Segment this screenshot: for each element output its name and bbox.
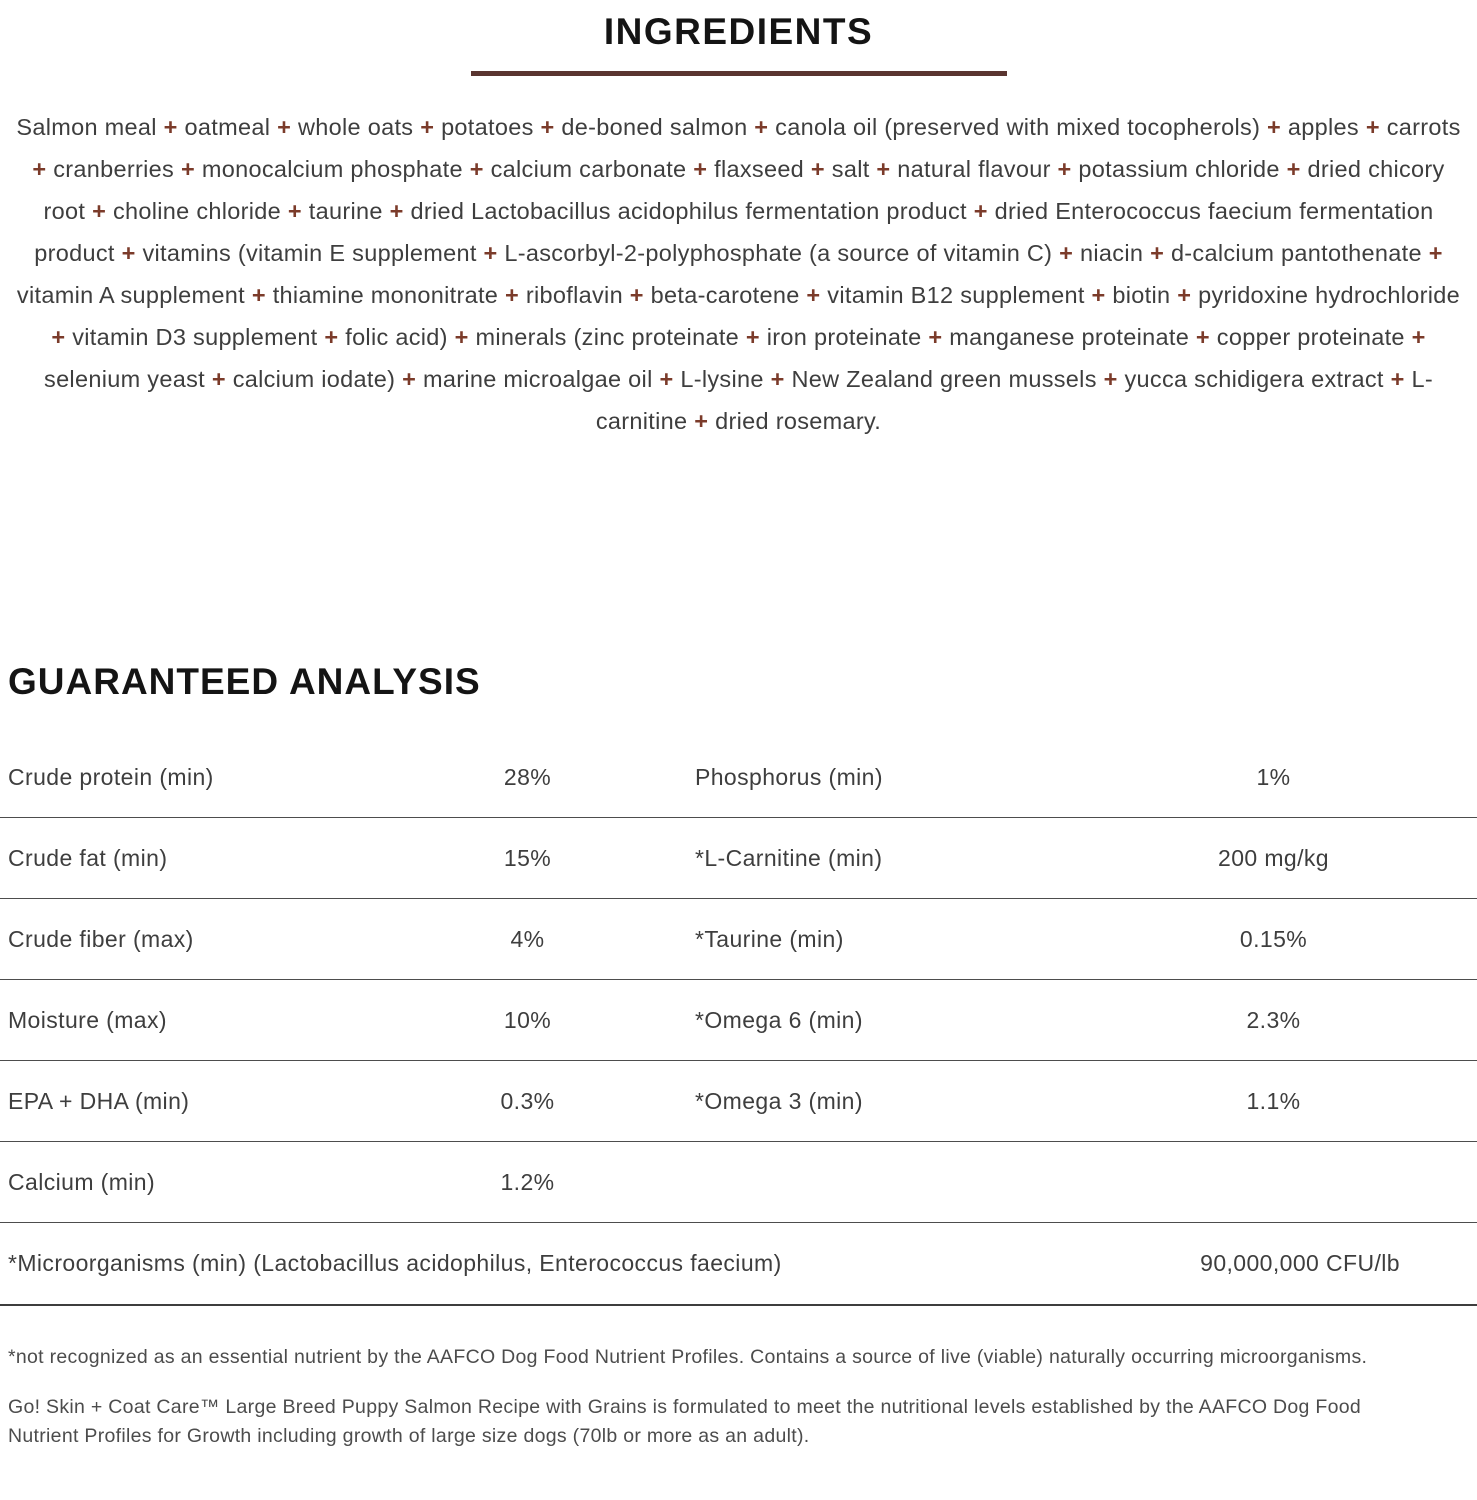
plus-separator: +: [251, 282, 266, 308]
ingredient-item: marine microalgae oil: [422, 366, 653, 392]
plus-separator: +: [121, 240, 136, 266]
ga-nutrient-value: 2.3%: [1246, 1006, 1301, 1033]
ingredient-item: beta-carotene: [650, 282, 800, 308]
ingredient-item: L-carnitine: [595, 366, 1433, 434]
ingredient-item: vitamin D3 supplement: [72, 324, 318, 350]
ga-nutrient-value: 1.1%: [1246, 1087, 1301, 1114]
plus-separator: +: [469, 156, 484, 182]
ingredient-item: New Zealand green mussels: [791, 366, 1097, 392]
ingredient-item: potatoes: [441, 114, 534, 140]
plus-separator: +: [454, 324, 469, 350]
plus-separator: +: [1059, 240, 1074, 266]
plus-separator: +: [1103, 366, 1118, 392]
ingredient-item: apples: [1287, 114, 1359, 140]
ingredient-item: calcium carbonate: [490, 156, 687, 182]
ingredient-item: flaxseed: [714, 156, 805, 182]
plus-separator: +: [1150, 240, 1165, 266]
ga-nutrient-value: 15%: [503, 844, 552, 871]
ingredients-title: INGREDIENTS: [603, 11, 874, 52]
ingredients-text: [11, 106, 1466, 442]
plus-separator: +: [505, 282, 520, 308]
plus-separator: +: [928, 324, 943, 350]
ingredient-item: L-ascorbyl-2-polyphosphate (a source of vitamin C): [504, 240, 1053, 266]
ingredient-item: Salmon meal: [16, 114, 157, 140]
plus-separator: +: [770, 366, 785, 392]
ingredient-item: copper proteinate: [1216, 324, 1405, 350]
ingredient-item: canola oil (preserved with mixed tocopherols): [775, 114, 1261, 140]
plus-separator: +: [1057, 156, 1072, 182]
plus-separator: +: [211, 366, 226, 392]
plus-separator: +: [1428, 240, 1443, 266]
ga-nutrient-label: Crude fat (min): [8, 844, 168, 871]
ga-nutrient-value: 1.2%: [500, 1168, 555, 1195]
plus-separator: +: [1365, 114, 1380, 140]
ga-nutrient-value: 4%: [510, 925, 545, 952]
ga-row: [0, 1061, 1477, 1142]
plus-separator: +: [876, 156, 891, 182]
ga-row: [0, 1142, 1477, 1223]
plus-separator: +: [402, 366, 417, 392]
plus-separator: +: [287, 198, 302, 224]
ga-nutrient-value: 0.15%: [1239, 925, 1308, 952]
ga-nutrient-label: Calcium (min): [8, 1168, 156, 1195]
ingredient-item: cranberries: [53, 156, 175, 182]
ingredient-item: biotin: [1112, 282, 1171, 308]
ingredient-item: dried Enterococcus faecium fermentation product: [34, 198, 1434, 266]
plus-separator: +: [1091, 282, 1106, 308]
plus-separator: +: [163, 114, 178, 140]
ingredient-item: choline chloride: [112, 198, 282, 224]
ingredient-item: vitamins (vitamin E supplement: [142, 240, 477, 266]
ingredient-item: taurine: [308, 198, 383, 224]
plus-separator: +: [629, 282, 644, 308]
plus-separator: +: [389, 198, 404, 224]
guaranteed-analysis-table: [0, 737, 1477, 1306]
plus-separator: +: [1177, 282, 1192, 308]
ingredient-item: d-calcium pantothenate: [1170, 240, 1422, 266]
plus-separator: +: [694, 408, 709, 434]
ga-nutrient-label: *Omega 3 (min): [695, 1087, 863, 1114]
ingredient-item: minerals (zinc proteinate: [475, 324, 740, 350]
ga-nutrient-value: 200 mg/kg: [1218, 844, 1329, 871]
ingredient-item: manganese proteinate: [949, 324, 1190, 350]
ingredient-item: riboflavin: [525, 282, 623, 308]
plus-separator: +: [973, 198, 988, 224]
ga-nutrient-label: Phosphorus (min): [695, 763, 883, 790]
ingredient-item: iron proteinate: [766, 324, 922, 350]
ga-row: [0, 818, 1477, 899]
ingredient-item: dried chicory root: [43, 156, 1445, 224]
ingredient-item: vitamin B12 supplement: [827, 282, 1085, 308]
ingredient-item: calcium iodate): [232, 366, 396, 392]
plus-separator: +: [806, 282, 821, 308]
ga-nutrient-label: *Omega 6 (min): [695, 1006, 863, 1033]
ingredient-item: niacin: [1080, 240, 1144, 266]
ga-nutrient-label: *Microorganisms (min) (Lactobacillus acidophilus, Enterococcus faecium): [8, 1250, 782, 1276]
ga-nutrient-label: EPA + DHA (min): [8, 1087, 190, 1114]
plus-separator: +: [693, 156, 708, 182]
ga-microorganisms-row: [0, 1223, 1477, 1306]
plus-separator: +: [810, 156, 825, 182]
ga-nutrient-value: 90,000,000 CFU/lb: [1200, 1250, 1400, 1276]
ingredient-item: salt: [831, 156, 870, 182]
plus-separator: +: [324, 324, 339, 350]
ga-nutrient-label: Crude protein (min): [8, 763, 214, 790]
ingredient-item: yucca schidigera extract: [1124, 366, 1384, 392]
plus-separator: +: [1195, 324, 1210, 350]
ingredient-item: natural flavour: [897, 156, 1051, 182]
ingredients-divider: [471, 71, 1007, 76]
footnote-formulation: Go! Skin + Coat Care™ Large Breed Puppy Salmon Recipe with Grains is formulated to meet the nutritional levels established by the AAFCO Dog Food Nutrient Profiles for Growth including growth of large size dogs (70lb or more as an adult).: [8, 1396, 1362, 1447]
plus-separator: +: [659, 366, 674, 392]
ingredient-item: dried Lactobacillus acidophilus fermentation product: [410, 198, 967, 224]
ingredient-item: folic acid): [345, 324, 448, 350]
ingredient-item: de-boned salmon: [561, 114, 748, 140]
ingredient-item: carrots: [1386, 114, 1461, 140]
plus-separator: +: [420, 114, 435, 140]
ga-nutrient-label: Moisture (max): [8, 1006, 167, 1033]
ga-nutrient-value: 0.3%: [500, 1087, 555, 1114]
ga-nutrient-value: 1%: [1256, 763, 1291, 790]
ingredient-item: thiamine mononitrate: [272, 282, 499, 308]
ga-row: [0, 980, 1477, 1061]
plus-separator: +: [483, 240, 498, 266]
ingredient-item: oatmeal: [184, 114, 271, 140]
ingredient-item: potassium chloride: [1078, 156, 1280, 182]
ga-nutrient-label: Crude fiber (max): [8, 925, 194, 952]
ga-nutrient-label: *L-Carnitine (min): [695, 844, 883, 871]
ingredient-item: whole oats: [297, 114, 414, 140]
footnote-aafco: *not recognized as an essential nutrient by the AAFCO Dog Food Nutrient Profiles. Contains a source of live (viable) naturally occurring microorganisms.: [8, 1346, 1368, 1368]
plus-separator: +: [754, 114, 769, 140]
plus-separator: +: [1267, 114, 1282, 140]
ingredient-item: L-lysine: [680, 366, 764, 392]
plus-separator: +: [277, 114, 292, 140]
ingredient-item: dried rosemary.: [715, 408, 882, 434]
plus-separator: +: [32, 156, 47, 182]
plus-separator: +: [1411, 324, 1426, 350]
ga-row: [0, 899, 1477, 980]
plus-separator: +: [745, 324, 760, 350]
plus-separator: +: [92, 198, 107, 224]
ingredient-item: pyridoxine hydrochloride: [1198, 282, 1461, 308]
plus-separator: +: [540, 114, 555, 140]
ingredient-item: selenium yeast: [44, 366, 205, 392]
plus-separator: +: [1390, 366, 1405, 392]
plus-separator: +: [180, 156, 195, 182]
ga-nutrient-value: 28%: [503, 763, 552, 790]
ga-nutrient-value: 10%: [503, 1006, 552, 1033]
plus-separator: +: [51, 324, 66, 350]
ga-nutrient-label: *Taurine (min): [695, 925, 844, 952]
ingredient-item: vitamin A supplement: [16, 282, 245, 308]
guaranteed-analysis-title: GUARANTEED ANALYSIS: [8, 661, 481, 702]
ga-row: [0, 737, 1477, 818]
plus-separator: +: [1286, 156, 1301, 182]
ingredient-item: monocalcium phosphate: [201, 156, 463, 182]
